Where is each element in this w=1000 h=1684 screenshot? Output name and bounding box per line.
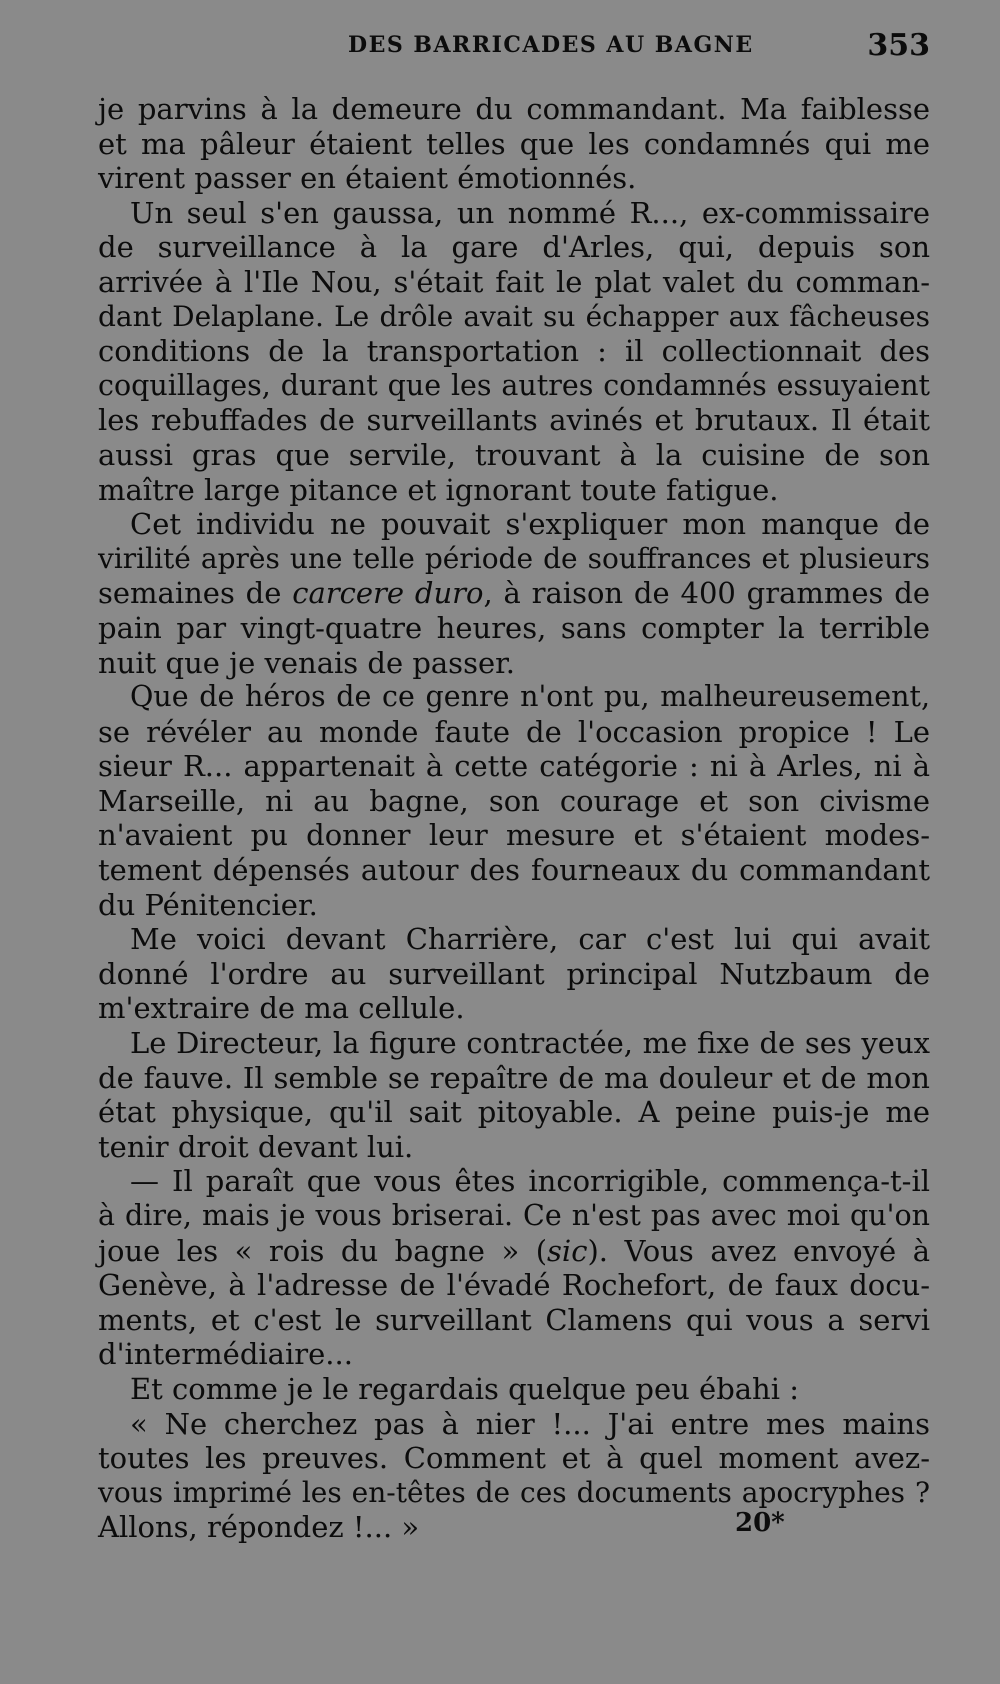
text-line: les rebuffades de surveillants avinés et brutaux. Il était bbox=[98, 403, 930, 438]
text-line: Allons, répondez !... » bbox=[98, 1510, 420, 1545]
text-line: donné l'ordre au surveillant principal Nutzbaum de bbox=[98, 956, 930, 991]
text-line: état physique, qu'il sait pitoyable. A peine puis-je me bbox=[98, 1095, 930, 1130]
text-line: conditions de la transportation : il collectionnait des bbox=[98, 334, 930, 369]
text-line: arrivée à l'Ile Nou, s'était fait le plat valet du comman- bbox=[98, 264, 930, 299]
text-line: aussi gras que servile, trouvant à la cuisine de son bbox=[98, 437, 930, 472]
text-line: Et comme je le regardais quelque peu ébahi : bbox=[130, 1371, 799, 1406]
text-line: Genève, à l'adresse de l'évadé Rochefort, de faux docu- bbox=[98, 1268, 930, 1303]
running-title: DES BARRICADES AU BAGNE bbox=[348, 32, 754, 58]
text-line: m'extraire de ma cellule. bbox=[98, 991, 465, 1026]
text-line: Que de héros de ce genre n'ont pu, malheureusement, bbox=[130, 680, 930, 714]
text-line: d'intermédiaire... bbox=[98, 1337, 353, 1372]
text-line: de surveillance à la gare d'Arles, qui, depuis son bbox=[98, 230, 930, 265]
text-line: n'avaient pu donner leur mesure et s'étaient modes- bbox=[98, 818, 930, 853]
text-line: joue les « rois du bagne » (sic). Vous avez envoyé à bbox=[98, 1233, 930, 1268]
text-line: « Ne cherchez pas à nier !... J'ai entre mes mains bbox=[130, 1406, 930, 1441]
text-line: Me voici devant Charrière, car c'est lui qui avait bbox=[130, 922, 930, 957]
text-line: Un seul s'en gaussa, un nommé R..., ex-commissaire bbox=[130, 195, 930, 230]
page-number: 353 bbox=[867, 28, 930, 63]
body-text bbox=[98, 92, 930, 1545]
text-line: coquillages, durant que les autres condamnés essuyaient bbox=[98, 368, 930, 402]
running-head bbox=[98, 28, 930, 68]
text-line: de fauve. Il semble se repaître de ma douleur et de mon bbox=[98, 1060, 930, 1095]
text-line: ments, et c'est le surveillant Clamens qui vous a servi bbox=[98, 1302, 930, 1337]
text-line: à dire, mais je vous briserai. Ce n'est pas avec moi qu'on bbox=[98, 1199, 930, 1232]
text-line: pain par vingt-quatre heures, sans compter la terrible bbox=[98, 610, 930, 645]
text-line: se révéler au monde faute de l'occasion propice ! Le bbox=[98, 714, 930, 749]
text-line: dant Delaplane. Le drôle avait su échapper aux fâcheuses bbox=[98, 299, 930, 333]
text-line: sieur R... appartenait à cette catégorie : ni à Arles, ni à bbox=[98, 749, 930, 784]
text-line: Marseille, ni au bagne, son courage et son civisme bbox=[98, 783, 930, 818]
text-line: — Il paraît que vous êtes incorrigible, commença-t-il bbox=[130, 1164, 930, 1199]
text-line: je parvins à la demeure du commandant. Ma faiblesse bbox=[98, 92, 930, 126]
text-line: semaines de carcere duro, à raison de 400 grammes de bbox=[98, 576, 931, 611]
text-line: tement dépensés autour des fourneaux du commandant bbox=[98, 853, 930, 888]
text-line: tenir droit devant lui. bbox=[98, 1129, 414, 1164]
printer-signature: 20* bbox=[735, 1508, 785, 1538]
text-line: maître large pitance et ignorant toute fatigue. bbox=[98, 472, 779, 507]
text-line: Cet individu ne pouvait s'expliquer mon manque de bbox=[130, 507, 930, 542]
italic-term: sic bbox=[547, 1233, 588, 1268]
text-line: virent passer en étaient émotionnés. bbox=[98, 161, 637, 196]
text-line: virilité après une telle période de souffrances et plusieurs bbox=[98, 541, 930, 575]
text-line: du Pénitencier. bbox=[98, 887, 318, 922]
text-line: Le Directeur, la figure contractée, me fixe de ses yeux bbox=[130, 1026, 930, 1061]
text-line: nuit que je venais de passer. bbox=[98, 645, 516, 680]
text-line: vous imprimé les en-têtes de ces documents apocryphes ? bbox=[98, 1475, 930, 1509]
italic-term: carcere duro bbox=[292, 576, 484, 611]
text-line: et ma pâleur étaient telles que les condamnés qui me bbox=[98, 126, 930, 161]
text-line: toutes les preuves. Comment et à quel moment avez- bbox=[98, 1441, 930, 1476]
